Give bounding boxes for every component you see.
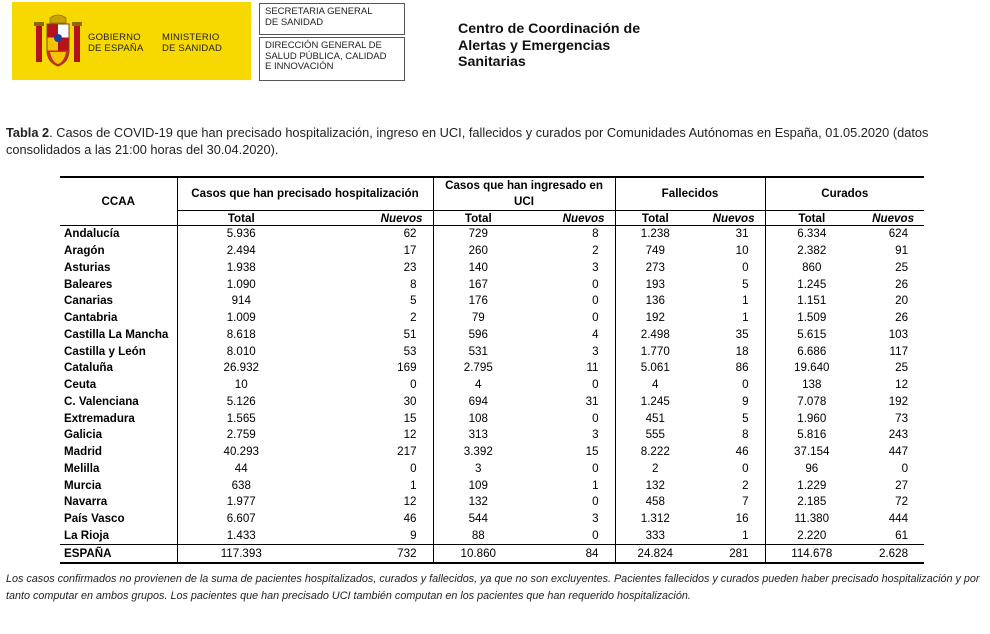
curados-total-cell: 1.245	[797, 277, 827, 291]
curados-nuevos-cell: 61	[895, 528, 909, 542]
curados-total-cell: 1.509	[797, 311, 827, 325]
table-row	[60, 260, 924, 277]
ccaa-name-cell: Galicia	[60, 427, 177, 444]
total-curados-nuevos: 2.628	[858, 545, 924, 563]
total-hosp-total: 117.393	[177, 545, 305, 563]
uci-nuevos-cell: 31	[523, 394, 615, 411]
table-row	[60, 360, 924, 377]
curados-total-cell: 860	[802, 260, 822, 274]
curados-nuevos-cell: 192	[888, 394, 909, 408]
curados-nuevos-cell: 27	[895, 478, 909, 492]
fallecidos-total-cell: 749	[645, 244, 665, 258]
uci-nuevos-cell: 2	[523, 243, 615, 260]
hosp-nuevos-cell: 62	[305, 226, 433, 243]
fallecidos-nuevos-cell: 2	[695, 477, 765, 494]
hosp-total-cell: 8.618	[226, 327, 256, 341]
fallecidos-nuevos-cell: 18	[695, 343, 765, 360]
ministerio-label: MINISTERIO DE SANIDAD	[162, 32, 223, 54]
fallecidos-total-cell: 458	[645, 495, 665, 509]
fallecidos-total-cell: 333	[645, 528, 665, 542]
hosp-nuevos-cell: 12	[305, 494, 433, 511]
curados-total-cell: 19.640	[794, 361, 830, 375]
curados-nuevos-cell: 25	[895, 361, 909, 375]
hosp-total-cell: 1.977	[226, 495, 256, 509]
uci-total-cell: 531	[468, 344, 488, 358]
sub-header-total: Total	[433, 211, 523, 226]
ccaa-name-cell: Cantabria	[60, 310, 177, 327]
fallecidos-total-cell: 2.498	[640, 327, 670, 341]
government-logo-block	[12, 2, 251, 80]
uci-total-cell: 176	[468, 294, 488, 308]
table-row	[60, 310, 924, 327]
hosp-total-cell: 914	[231, 294, 251, 308]
uci-nuevos-cell: 4	[523, 327, 615, 344]
secretaria-box: SECRETARIA GENERAL DE SANIDAD	[259, 3, 405, 35]
table-row	[60, 477, 924, 494]
uci-total-cell: 108	[468, 411, 488, 425]
hosp-total-cell: 1.009	[226, 311, 256, 325]
table-caption	[6, 124, 984, 158]
uci-total-cell: 729	[468, 227, 488, 241]
fallecidos-nuevos-cell: 35	[695, 327, 765, 344]
curados-nuevos-cell: 243	[888, 428, 909, 442]
ccaa-name-cell: Aragón	[60, 243, 177, 260]
hosp-total-cell: 26.932	[223, 361, 259, 375]
direccion-box: DIRECCIÓN GENERAL DE SALUD PÚBLICA, CALIDAD E INNOVACIÓN	[259, 37, 405, 81]
table-row	[60, 511, 924, 528]
hosp-total-cell: 6.607	[226, 512, 256, 526]
hosp-total-cell: 638	[231, 478, 251, 492]
fallecidos-total-cell: 1.245	[640, 394, 670, 408]
uci-total-cell: 88	[471, 528, 485, 542]
curados-total-cell: 1.229	[797, 478, 827, 492]
ccaa-name-cell: Cataluña	[60, 360, 177, 377]
ccaa-name-cell: Canarias	[60, 293, 177, 310]
fallecidos-nuevos-cell: 16	[695, 511, 765, 528]
hosp-nuevos-cell: 5	[305, 293, 433, 310]
ccaa-name-cell: País Vasco	[60, 511, 177, 528]
curados-nuevos-cell: 447	[888, 445, 909, 459]
uci-total-cell: 167	[468, 277, 488, 291]
uci-total-cell: 140	[468, 260, 488, 274]
hosp-total-cell: 40.293	[223, 445, 259, 459]
uci-total-cell: 260	[468, 244, 488, 258]
uci-total-cell: 4	[475, 378, 482, 392]
uci-nuevos-cell: 0	[523, 293, 615, 310]
curados-nuevos-cell: 444	[888, 512, 909, 526]
uci-nuevos-cell: 3	[523, 511, 615, 528]
fallecidos-total-cell: 451	[645, 411, 665, 425]
curados-total-cell: 2.185	[797, 495, 827, 509]
curados-total-cell: 1.151	[797, 294, 827, 308]
uci-total-cell: 109	[468, 478, 488, 492]
ccaa-name-cell: Extremadura	[60, 410, 177, 427]
uci-nuevos-cell: 0	[523, 528, 615, 545]
hosp-nuevos-cell: 53	[305, 343, 433, 360]
fallecidos-total-cell: 192	[645, 311, 665, 325]
ccaa-header: CCAA	[60, 177, 177, 226]
table-row	[60, 377, 924, 394]
fallecidos-total-cell: 136	[645, 294, 665, 308]
curados-total-cell: 96	[805, 461, 819, 475]
fallecidos-nuevos-cell: 5	[695, 410, 765, 427]
group-header-hospitalizacion: Casos que han precisado hospitalización	[177, 177, 433, 211]
ccaa-name-cell: Murcia	[60, 477, 177, 494]
group-header-fallecidos: Fallecidos	[615, 177, 765, 211]
uci-total-cell: 2.795	[463, 361, 493, 375]
fallecidos-nuevos-cell: 5	[695, 276, 765, 293]
ccaa-name-cell: C. Valenciana	[60, 394, 177, 411]
fallecidos-total-cell: 4	[652, 378, 659, 392]
total-uci-nuevos: 84	[523, 545, 615, 563]
uci-total-cell: 544	[468, 512, 488, 526]
curados-total-cell: 6.686	[797, 344, 827, 358]
fallecidos-nuevos-cell: 8	[695, 427, 765, 444]
fallecidos-total-cell: 273	[645, 260, 665, 274]
ccaa-name-cell: Navarra	[60, 494, 177, 511]
ccaa-name-cell: Ceuta	[60, 377, 177, 394]
curados-total-cell: 6.334	[797, 227, 827, 241]
table-row	[60, 276, 924, 293]
sub-header-nuevos: Nuevos	[858, 211, 924, 226]
uci-nuevos-cell: 3	[523, 343, 615, 360]
table-row	[60, 394, 924, 411]
sub-header-nuevos: Nuevos	[523, 211, 615, 226]
uci-total-cell: 596	[468, 327, 488, 341]
table-row	[60, 243, 924, 260]
hosp-total-cell: 2.759	[226, 428, 256, 442]
fallecidos-total-cell: 5.061	[640, 361, 670, 375]
total-curados-total: 114.678	[765, 545, 858, 563]
hosp-total-cell: 5.126	[226, 394, 256, 408]
uci-nuevos-cell: 3	[523, 260, 615, 277]
hosp-nuevos-cell: 217	[305, 444, 433, 461]
total-hosp-nuevos: 732	[305, 545, 433, 563]
ccaa-name-cell: Madrid	[60, 444, 177, 461]
hosp-total-cell: 1.090	[226, 277, 256, 291]
hosp-total-cell: 1.433	[226, 528, 256, 542]
fallecidos-nuevos-cell: 0	[695, 461, 765, 478]
uci-nuevos-cell: 8	[523, 226, 615, 243]
curados-nuevos-cell: 117	[889, 344, 909, 358]
fallecidos-total-cell: 1.312	[640, 512, 670, 526]
uci-nuevos-cell: 0	[523, 310, 615, 327]
ccaa-name-cell: Castilla y León	[60, 343, 177, 360]
curados-total-cell: 2.220	[797, 528, 827, 542]
hosp-nuevos-cell: 12	[305, 427, 433, 444]
hosp-nuevos-cell: 23	[305, 260, 433, 277]
uci-nuevos-cell: 11	[523, 360, 615, 377]
uci-nuevos-cell: 0	[523, 461, 615, 478]
table-row	[60, 327, 924, 344]
ccaa-name-cell: Melilla	[60, 461, 177, 478]
uci-total-cell: 694	[468, 394, 488, 408]
covid-table	[60, 176, 924, 564]
fallecidos-nuevos-cell: 9	[695, 394, 765, 411]
table-row	[60, 427, 924, 444]
table-row	[60, 444, 924, 461]
fallecidos-nuevos-cell: 86	[695, 360, 765, 377]
fallecidos-total-cell: 1.238	[640, 227, 670, 241]
uci-nuevos-cell: 0	[523, 410, 615, 427]
hosp-nuevos-cell: 0	[305, 461, 433, 478]
hosp-nuevos-cell: 169	[305, 360, 433, 377]
ccaa-name-cell: La Rioja	[60, 528, 177, 545]
gobierno-label: GOBIERNO DE ESPAÑA	[88, 32, 144, 54]
fallecidos-total-cell: 193	[645, 277, 665, 291]
sub-header-nuevos: Nuevos	[305, 211, 433, 226]
curados-nuevos-cell: 26	[895, 311, 909, 325]
uci-total-cell: 79	[471, 311, 485, 325]
hosp-total-cell: 5.936	[226, 227, 256, 241]
coat-of-arms-icon	[32, 12, 84, 70]
footnote: Los casos confirmados no provienen de la suma de pacientes hospitalizados, curados y fallecidos, ya que no son excluyentes. Pacientes fallecidos y curados pueden haber precisado hospitalización y por tanto computar en ambos grupos. Los pacientes que han precisado UCI también computan en los pacientes que han requerido hospitalización.	[6, 573, 980, 602]
curados-nuevos-cell: 20	[895, 294, 909, 308]
curados-nuevos-cell: 91	[895, 244, 909, 258]
hosp-total-cell: 10	[234, 378, 248, 392]
table-label: Tabla 2	[6, 125, 50, 140]
sub-header-total: Total	[615, 211, 695, 226]
ccaa-name-cell: Asturias	[60, 260, 177, 277]
centro-title: Centro de Coordinación de Alertas y Emergencias Sanitarias	[458, 21, 641, 70]
fallecidos-nuevos-cell: 0	[695, 260, 765, 277]
total-row-label: ESPAÑA	[60, 545, 177, 563]
curados-total-cell: 2.382	[797, 244, 827, 258]
fallecidos-total-cell: 132	[645, 478, 665, 492]
fallecidos-nuevos-cell: 0	[695, 377, 765, 394]
uci-nuevos-cell: 3	[523, 427, 615, 444]
sub-header-total: Total	[177, 211, 305, 226]
hosp-nuevos-cell: 51	[305, 327, 433, 344]
fallecidos-nuevos-cell: 1	[695, 310, 765, 327]
uci-total-cell: 3	[475, 461, 482, 475]
fallecidos-nuevos-cell: 31	[695, 226, 765, 243]
ccaa-name-cell: Baleares	[60, 276, 177, 293]
table-caption-text: . Casos de COVID-19 que han precisado hospitalización, ingreso en UCI, fallecidos y curados por Comunidades Autónomas en España, 01.05.2020 (datos consolidados a las 21:00 horas del 30.04.2020).	[6, 125, 929, 157]
fallecidos-nuevos-cell: 10	[695, 243, 765, 260]
fallecidos-total-cell: 8.222	[640, 445, 670, 459]
table-row	[60, 461, 924, 478]
total-fallecidos-nuevos: 281	[695, 545, 765, 563]
curados-nuevos-cell: 26	[895, 277, 909, 291]
fallecidos-nuevos-cell: 46	[695, 444, 765, 461]
fallecidos-nuevos-cell: 7	[695, 494, 765, 511]
table-row	[60, 494, 924, 511]
curados-nuevos-cell: 624	[888, 227, 909, 241]
fallecidos-total-cell: 2	[652, 461, 659, 475]
fallecidos-total-cell: 1.770	[640, 344, 670, 358]
hosp-nuevos-cell: 46	[305, 511, 433, 528]
hosp-nuevos-cell: 1	[305, 477, 433, 494]
uci-total-cell: 3.392	[463, 445, 493, 459]
hosp-total-cell: 2.494	[226, 244, 256, 258]
fallecidos-nuevos-cell: 1	[695, 293, 765, 310]
hosp-total-cell: 1.565	[226, 411, 256, 425]
table-row	[60, 226, 924, 243]
table-row	[60, 343, 924, 360]
ccaa-name-cell: Castilla La Mancha	[60, 327, 177, 344]
uci-nuevos-cell: 15	[523, 444, 615, 461]
fallecidos-total-cell: 555	[645, 428, 665, 442]
total-fallecidos-total: 24.824	[615, 545, 695, 563]
curados-total-cell: 5.615	[797, 327, 827, 341]
table-row	[60, 528, 924, 545]
curados-total-cell: 37.154	[794, 445, 830, 459]
total-row	[60, 545, 924, 563]
uci-nuevos-cell: 1	[523, 477, 615, 494]
uci-nuevos-cell: 0	[523, 276, 615, 293]
curados-nuevos-cell: 103	[888, 327, 909, 341]
ccaa-name-cell: Andalucía	[60, 226, 177, 243]
uci-total-cell: 132	[468, 495, 488, 509]
curados-nuevos-cell: 72	[895, 495, 909, 509]
sub-header-total: Total	[765, 211, 858, 226]
hosp-nuevos-cell: 2	[305, 310, 433, 327]
hosp-nuevos-cell: 17	[305, 243, 433, 260]
table-row	[60, 410, 924, 427]
fallecidos-nuevos-cell: 1	[695, 528, 765, 545]
curados-total-cell: 11.380	[794, 512, 830, 526]
hosp-nuevos-cell: 15	[305, 410, 433, 427]
hosp-total-cell: 1.938	[226, 260, 256, 274]
hosp-nuevos-cell: 8	[305, 276, 433, 293]
hosp-nuevos-cell: 9	[305, 528, 433, 545]
table-body	[60, 226, 924, 545]
curados-nuevos-cell: 0	[901, 461, 909, 475]
sub-header-nuevos: Nuevos	[695, 211, 765, 226]
uci-nuevos-cell: 0	[523, 377, 615, 394]
hosp-nuevos-cell: 0	[305, 377, 433, 394]
group-header-curados: Curados	[765, 177, 924, 211]
hosp-total-cell: 8.010	[226, 344, 256, 358]
curados-total-cell: 7.078	[797, 394, 827, 408]
uci-total-cell: 313	[468, 428, 488, 442]
curados-total-cell: 1.960	[797, 411, 827, 425]
total-uci-total: 10.860	[433, 545, 523, 563]
hosp-total-cell: 44	[234, 461, 248, 475]
curados-total-cell: 5.816	[797, 428, 827, 442]
curados-nuevos-cell: 12	[895, 378, 909, 392]
uci-nuevos-cell: 0	[523, 494, 615, 511]
hosp-nuevos-cell: 30	[305, 394, 433, 411]
group-header-uci: Casos que han ingresado en UCI	[433, 177, 615, 211]
curados-total-cell: 138	[802, 378, 822, 392]
curados-nuevos-cell: 25	[895, 260, 909, 274]
curados-nuevos-cell: 73	[895, 411, 909, 425]
table-row	[60, 293, 924, 310]
